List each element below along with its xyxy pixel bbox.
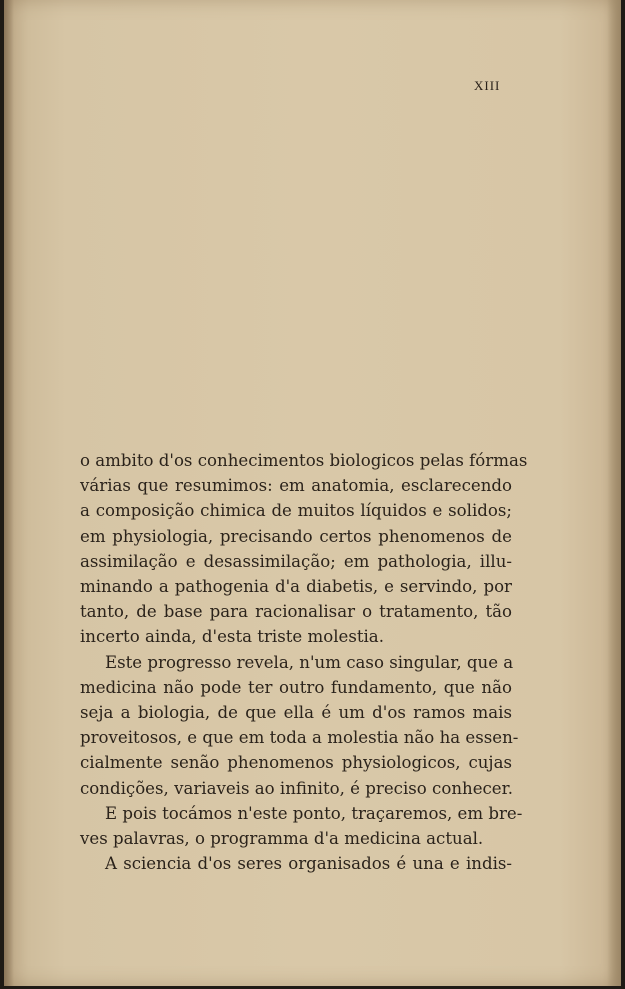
body-text: [80, 448, 528, 876]
paragraph-1: [80, 448, 528, 650]
text-line: seja a biologia, de que ella é um d'os ramos mais: [80, 703, 512, 723]
page-binding-shadow: [4, 0, 14, 986]
text-line: minando a pathogenia d'a diabetis, e servindo, por: [80, 577, 512, 597]
text-line: E pois tocámos n'este ponto, traçaremos, em bre-: [105, 803, 523, 823]
text-line: assimilação e desassimilação; em pathologia, illu-: [80, 551, 512, 571]
paragraph-3: [80, 801, 523, 851]
text-line: várias que resumimos: em anatomia, esclarecendo: [80, 476, 512, 496]
paragraph-2: [80, 650, 519, 801]
text-line: A sciencia d'os seres organisados é una e indis-: [105, 854, 512, 874]
text-line: condições, variaveis ao infinito, é preciso conhecer.: [80, 778, 514, 798]
text-line: incerto ainda, d'esta triste molestia.: [80, 627, 384, 647]
text-line: medicina não pode ter outro fundamento, que não: [80, 677, 512, 697]
text-line: tanto, de base para racionalisar o tratamento, tão: [80, 602, 512, 622]
paragraph-4: [80, 851, 512, 876]
text-line: cialmente senão phenomenos physiologicos, cujas: [80, 753, 512, 773]
text-line: a composição chimica de muitos líquidos e solidos;: [80, 501, 512, 521]
page-edge-shadow: [607, 0, 621, 986]
text-line: o ambito d'os conhecimentos biologicos pelas fórmas: [80, 451, 528, 470]
text-line: Este progresso revela, n'um caso singular, que a: [105, 652, 514, 672]
text-line: em physiologia, precisando certos phenomenos de: [80, 526, 512, 546]
text-line: proveitosos, e que em toda a molestia não ha essen-: [80, 728, 519, 748]
text-line: ves palavras, o programma d'a medicina actual.: [80, 829, 484, 849]
book-page: [4, 0, 621, 986]
page-number: XIII: [474, 78, 501, 93]
